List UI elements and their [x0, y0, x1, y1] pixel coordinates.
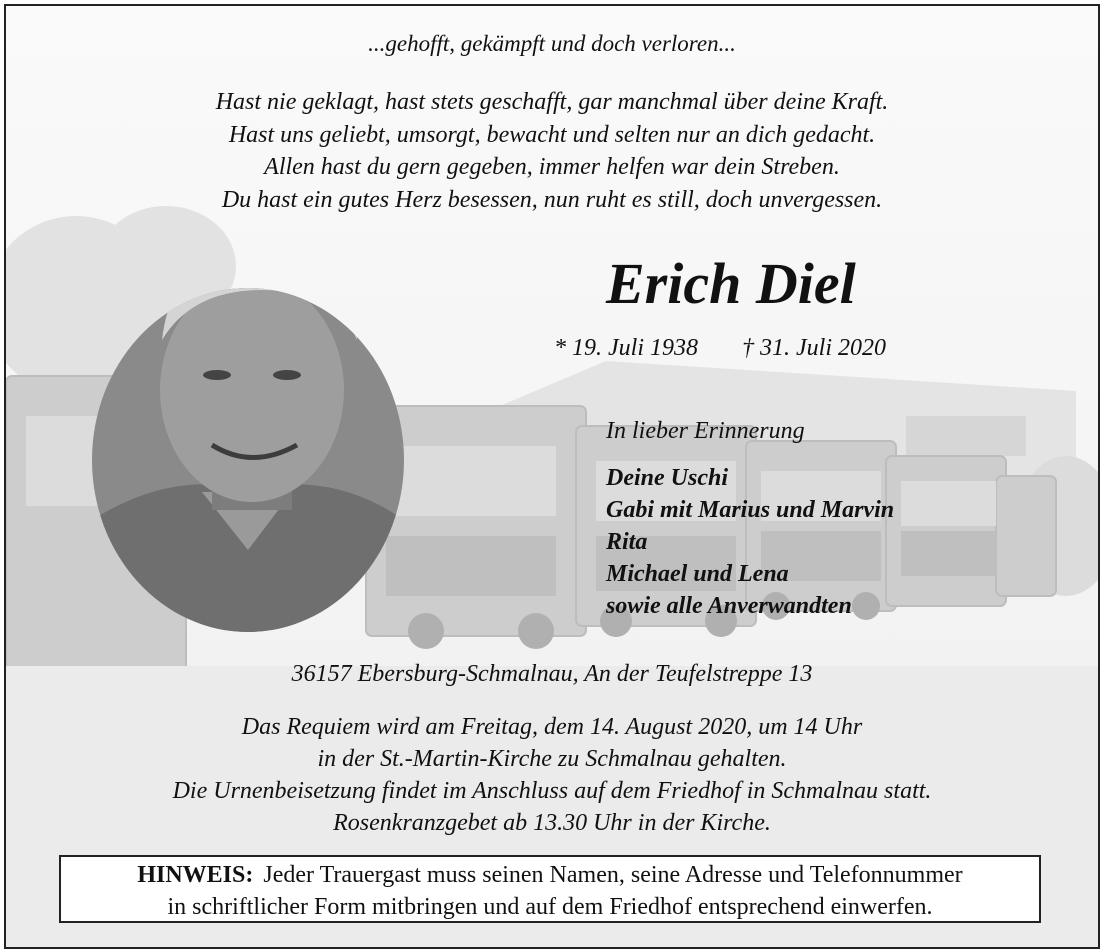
- poem-line: Du hast ein gutes Herz besessen, nun ruht es still, doch unvergessen.: [221, 186, 883, 213]
- life-dates: [554, 335, 886, 362]
- mourner-name: Rita: [606, 529, 648, 555]
- poem-line: Hast uns geliebt, umsorgt, bewacht und selten nur an dich gedacht.: [228, 121, 876, 148]
- requiem-line: in der St.-Martin-Kirche zu Schmalnau gehalten.: [317, 746, 787, 772]
- mourner-name: Michael und Lena: [606, 561, 789, 587]
- address: 36157 Ebersburg-Schmalnau, An der Teufelstreppe 13: [291, 661, 813, 687]
- motto: ...gehofft, gekämpft und doch verloren...: [368, 31, 736, 56]
- birth-date: * 19. Juli 1938: [554, 335, 698, 361]
- mourner-name: Deine Uschi: [606, 465, 728, 491]
- notice-text-2: in schriftlicher Form mitbringen und auf dem Friedhof entsprechend einwerfen.: [167, 894, 933, 920]
- requiem-line: Die Urnenbeisetzung findet im Anschluss auf dem Friedhof in Schmalnau statt.: [172, 778, 932, 804]
- requiem-line: Rosenkranzgebet ab 13.30 Uhr in der Kirche.: [333, 810, 771, 836]
- notice-label: HINWEIS:: [137, 862, 254, 888]
- poem-line: Hast nie geklagt, hast stets geschafft, gar manchmal über deine Kraft.: [215, 89, 889, 115]
- poem: [6, 86, 1098, 216]
- mourners-intro: In lieber Erinnerung: [606, 418, 805, 444]
- notice-text-1: Jeder Trauergast muss seinen Namen, seine Adresse und Telefonnummer: [263, 862, 963, 888]
- notice-box: [59, 855, 1041, 923]
- poem-line: Allen hast du gern gegeben, immer helfen war dein Streben.: [264, 154, 840, 180]
- mourners-list: [606, 462, 894, 622]
- requiem-line: Das Requiem wird am Freitag, dem 14. August 2020, um 14 Uhr: [241, 714, 863, 740]
- mourner-name: sowie alle Anverwandten: [606, 593, 852, 619]
- obituary-card: [4, 4, 1100, 949]
- notice-line: [61, 859, 1039, 891]
- death-date: † 31. Juli 2020: [742, 335, 886, 361]
- mourner-name: Gabi mit Marius und Marvin: [606, 497, 895, 523]
- requiem-info: [6, 711, 1098, 839]
- portrait-photo: [92, 230, 404, 634]
- deceased-name: Erich Diel: [606, 251, 856, 316]
